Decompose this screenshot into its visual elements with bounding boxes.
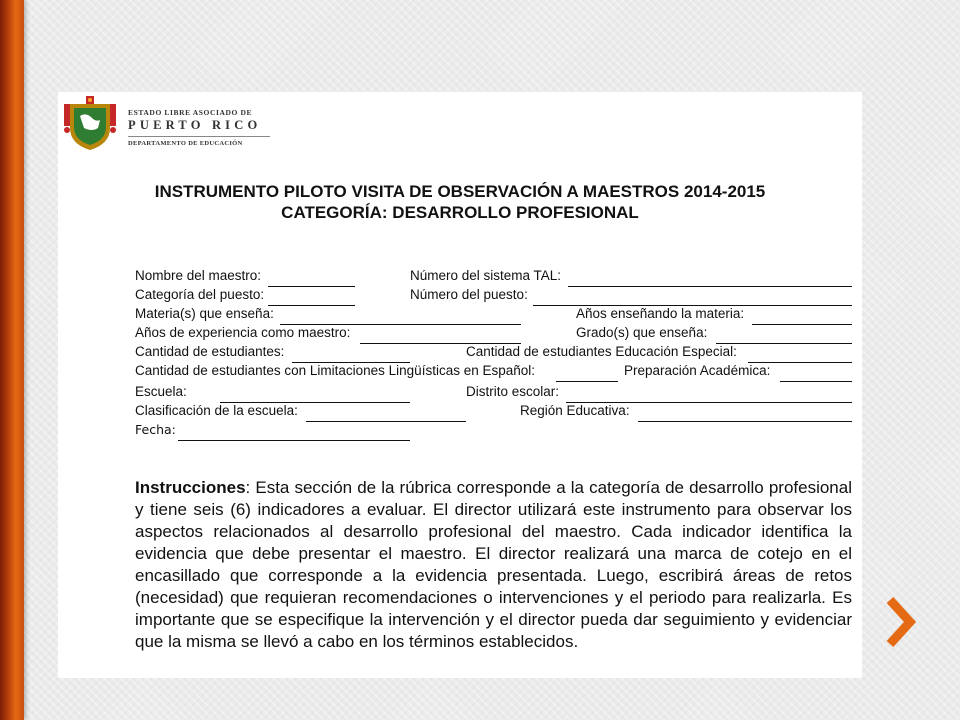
region-educativa-field[interactable] xyxy=(638,421,852,422)
preparacion-academica-label: Preparación Académica: xyxy=(624,363,771,378)
anos-materia-label: Años enseñando la materia: xyxy=(576,306,745,321)
chevron-right-icon[interactable] xyxy=(880,592,920,652)
document-page xyxy=(58,92,862,678)
instructions-label: Instrucciones xyxy=(135,478,246,497)
categoria-puesto-label: Categoría del puesto: xyxy=(135,287,265,302)
region-educativa-label: Región Educativa: xyxy=(520,403,630,418)
puerto-rico-coat-of-arms-icon xyxy=(62,94,118,152)
instructions-text: : Esta sección de la rúbrica corresponde a la categoría de desarrollo profesional y tiene seis (6) indicadores a evaluar. El director utilizará este instrumento para observar los aspectos relacionados al desarrollo profesional del maestro. Cada indicador identifica la evidencia que debe presentar el maestro. El director realizará una marca de cotejo en el encasillado que corresponde a la evidencia presentada. Luego, escribirá áreas de retos (necesidad) que requieran recomendaciones o intervenciones y el periodo para realizarla. Es importante que se especifique la intervención y el director pueda dar seguimiento y evidenciar que la misma se llevó a cabo en los términos establecidos. xyxy=(135,478,852,651)
numero-sistema-tal-label: Número del sistema TAL: xyxy=(410,268,562,283)
clasificacion-escuela-label: Clasificación de la escuela: xyxy=(135,403,298,418)
categoria-puesto-field[interactable] xyxy=(268,305,355,306)
numero-sistema-tal-field[interactable] xyxy=(568,286,852,287)
org-line-1: ESTADO LIBRE ASOCIADO DE xyxy=(128,108,253,117)
cantidad-limitaciones-field[interactable] xyxy=(556,381,618,382)
org-line-2: PUERTO RICO xyxy=(128,118,262,132)
instructions-paragraph xyxy=(135,477,852,653)
escuela-label: Escuela: xyxy=(135,384,187,399)
organization-header xyxy=(128,108,278,147)
preparacion-academica-field[interactable] xyxy=(780,381,852,382)
document-title: INSTRUMENTO PILOTO VISITA DE OBSERVACIÓN A MAESTROS 2014-2015 xyxy=(154,182,766,201)
anos-materia-field[interactable] xyxy=(752,324,852,325)
anos-experiencia-label: Años de experiencia como maestro: xyxy=(135,325,351,340)
nombre-maestro-field[interactable] xyxy=(268,286,355,287)
cantidad-estudiantes-label: Cantidad de estudiantes: xyxy=(135,344,285,359)
fecha-label: Fecha: xyxy=(135,422,176,437)
clasificacion-escuela-field[interactable] xyxy=(306,421,466,422)
accent-bar xyxy=(0,0,24,720)
nombre-maestro-label: Nombre del maestro: xyxy=(135,268,262,283)
distrito-escolar-label: Distrito escolar: xyxy=(466,384,560,399)
cantidad-educacion-especial-label: Cantidad de estudiantes Educación Especial: xyxy=(466,344,737,359)
grados-label: Grado(s) que enseña: xyxy=(576,325,708,340)
org-line-3: DEPARTAMENTO DE EDUCACIÓN xyxy=(128,136,270,147)
fecha-field[interactable] xyxy=(178,440,410,441)
numero-puesto-label: Número del puesto: xyxy=(410,287,528,302)
cantidad-limitaciones-label: Cantidad de estudiantes con Limitaciones Lingüísticas en Español: xyxy=(135,363,536,378)
materias-label: Materia(s) que enseña: xyxy=(135,306,274,321)
document-subtitle: CATEGORÍA: DESARROLLO PROFESIONAL xyxy=(281,203,639,222)
